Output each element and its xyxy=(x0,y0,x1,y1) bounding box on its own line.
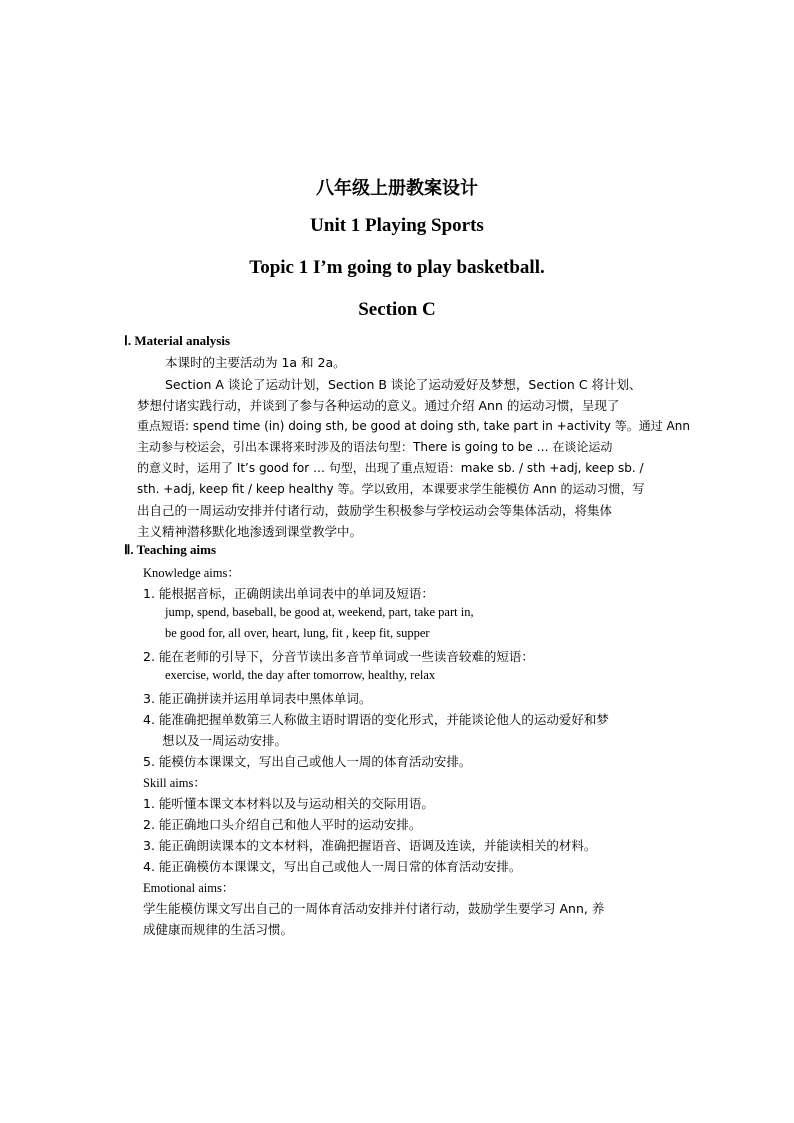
knowledge-aims-label: Knowledge aims： xyxy=(143,566,240,580)
emotional-aims-label: Emotional aims： xyxy=(143,881,235,895)
knowledge-aim-item: 3. 能正确拼读并运用单词表中黑体单词。 xyxy=(143,691,372,706)
unit-title: Unit 1 Playing Sports xyxy=(310,215,484,236)
skill-aim-item: 2. 能正确地口头介绍自己和他人平时的运动安排。 xyxy=(143,817,422,832)
knowledge-vocabulary-line: be good for, all over, heart, lung, fit , keep fit, supper xyxy=(165,626,430,640)
paragraph-line: 重点短语: spend time (in) doing sth, be good at doing sth, take part in +activity 等。通过 Ann xyxy=(137,419,690,433)
skill-aims-label: Skill aims： xyxy=(143,776,206,790)
knowledge-vocabulary-line: jump, spend, baseball, be good at, weekend, part, take part in, xyxy=(165,605,474,619)
paragraph-line: 主义精神潜移默化地渗透到课堂教学中。 xyxy=(137,524,363,539)
knowledge-aim-item: 1. 能根据音标，正确朗读出单词表中的单词及短语： xyxy=(143,586,434,601)
skill-aim-item: 4. 能正确模仿本课课文，写出自己或他人一周日常的体育活动安排。 xyxy=(143,859,522,874)
emotional-aim-text: 成健康而规律的生活习惯。 xyxy=(143,922,294,937)
paragraph-line: 本课时的主要活动为 1a 和 2a。 xyxy=(165,355,346,370)
knowledge-aim-item-continued: 想以及一周运动安排。 xyxy=(162,733,288,748)
paragraph-line: 主动参与校运会，引出本课将来时涉及的语法句型：There is going to be … 在谈论运动 xyxy=(137,440,613,454)
document-title: 八年级上册教案设计 xyxy=(316,178,478,199)
paragraph-line: sth. +adj, keep fit / keep healthy 等。学以致用，本课要求学生能模仿 Ann 的运动习惯，写 xyxy=(137,482,645,496)
emotional-aim-text: 学生能模仿课文写出自己的一周体育活动安排并付诸行动，鼓励学生要学习 Ann, 养 xyxy=(143,901,605,916)
section-title: Section C xyxy=(358,299,436,320)
knowledge-aim-item: 2. 能在老师的引导下，分音节读出多音节单词或一些读音较难的短语： xyxy=(143,649,534,664)
material-analysis-heading: Ⅰ. Material analysis xyxy=(124,333,231,348)
paragraph-line: 出自己的一周运动安排并付诸行动，鼓励学生积极参与学校运动会等集体活动，将集体 xyxy=(137,503,613,518)
paragraph-line: Section A 谈论了运动计划，Section B 谈论了运动爱好及梦想，Section C 将计划、 xyxy=(165,377,642,392)
knowledge-vocabulary-line: exercise, world, the day after tomorrow, healthy, relax xyxy=(165,668,436,682)
skill-aim-item: 1. 能听懂本课文本材料以及与运动相关的交际用语。 xyxy=(143,796,434,811)
knowledge-aim-item: 5. 能模仿本课课文，写出自己或他人一周的体育活动安排。 xyxy=(143,754,472,769)
skill-aim-item: 3. 能正确朗读课本的文本材料，准确把握语音、语调及连读，并能读相关的材料。 xyxy=(143,838,597,853)
knowledge-aim-item: 4. 能准确把握单数第三人称做主语时谓语的变化形式，并能谈论他人的运动爱好和梦 xyxy=(143,712,609,727)
teaching-aims-heading: Ⅱ. Teaching aims xyxy=(124,542,217,557)
paragraph-line: 的意义时，运用了 It’s good for … 句型，出现了重点短语：make sb. / sth +adj, keep sb. / xyxy=(137,461,644,475)
topic-title: Topic 1 I’m going to play basketball. xyxy=(249,257,545,278)
paragraph-line: 梦想付诸实践行动，并谈到了参与各种运动的意义。通过介绍 Ann 的运动习惯，呈现了 xyxy=(137,398,620,413)
